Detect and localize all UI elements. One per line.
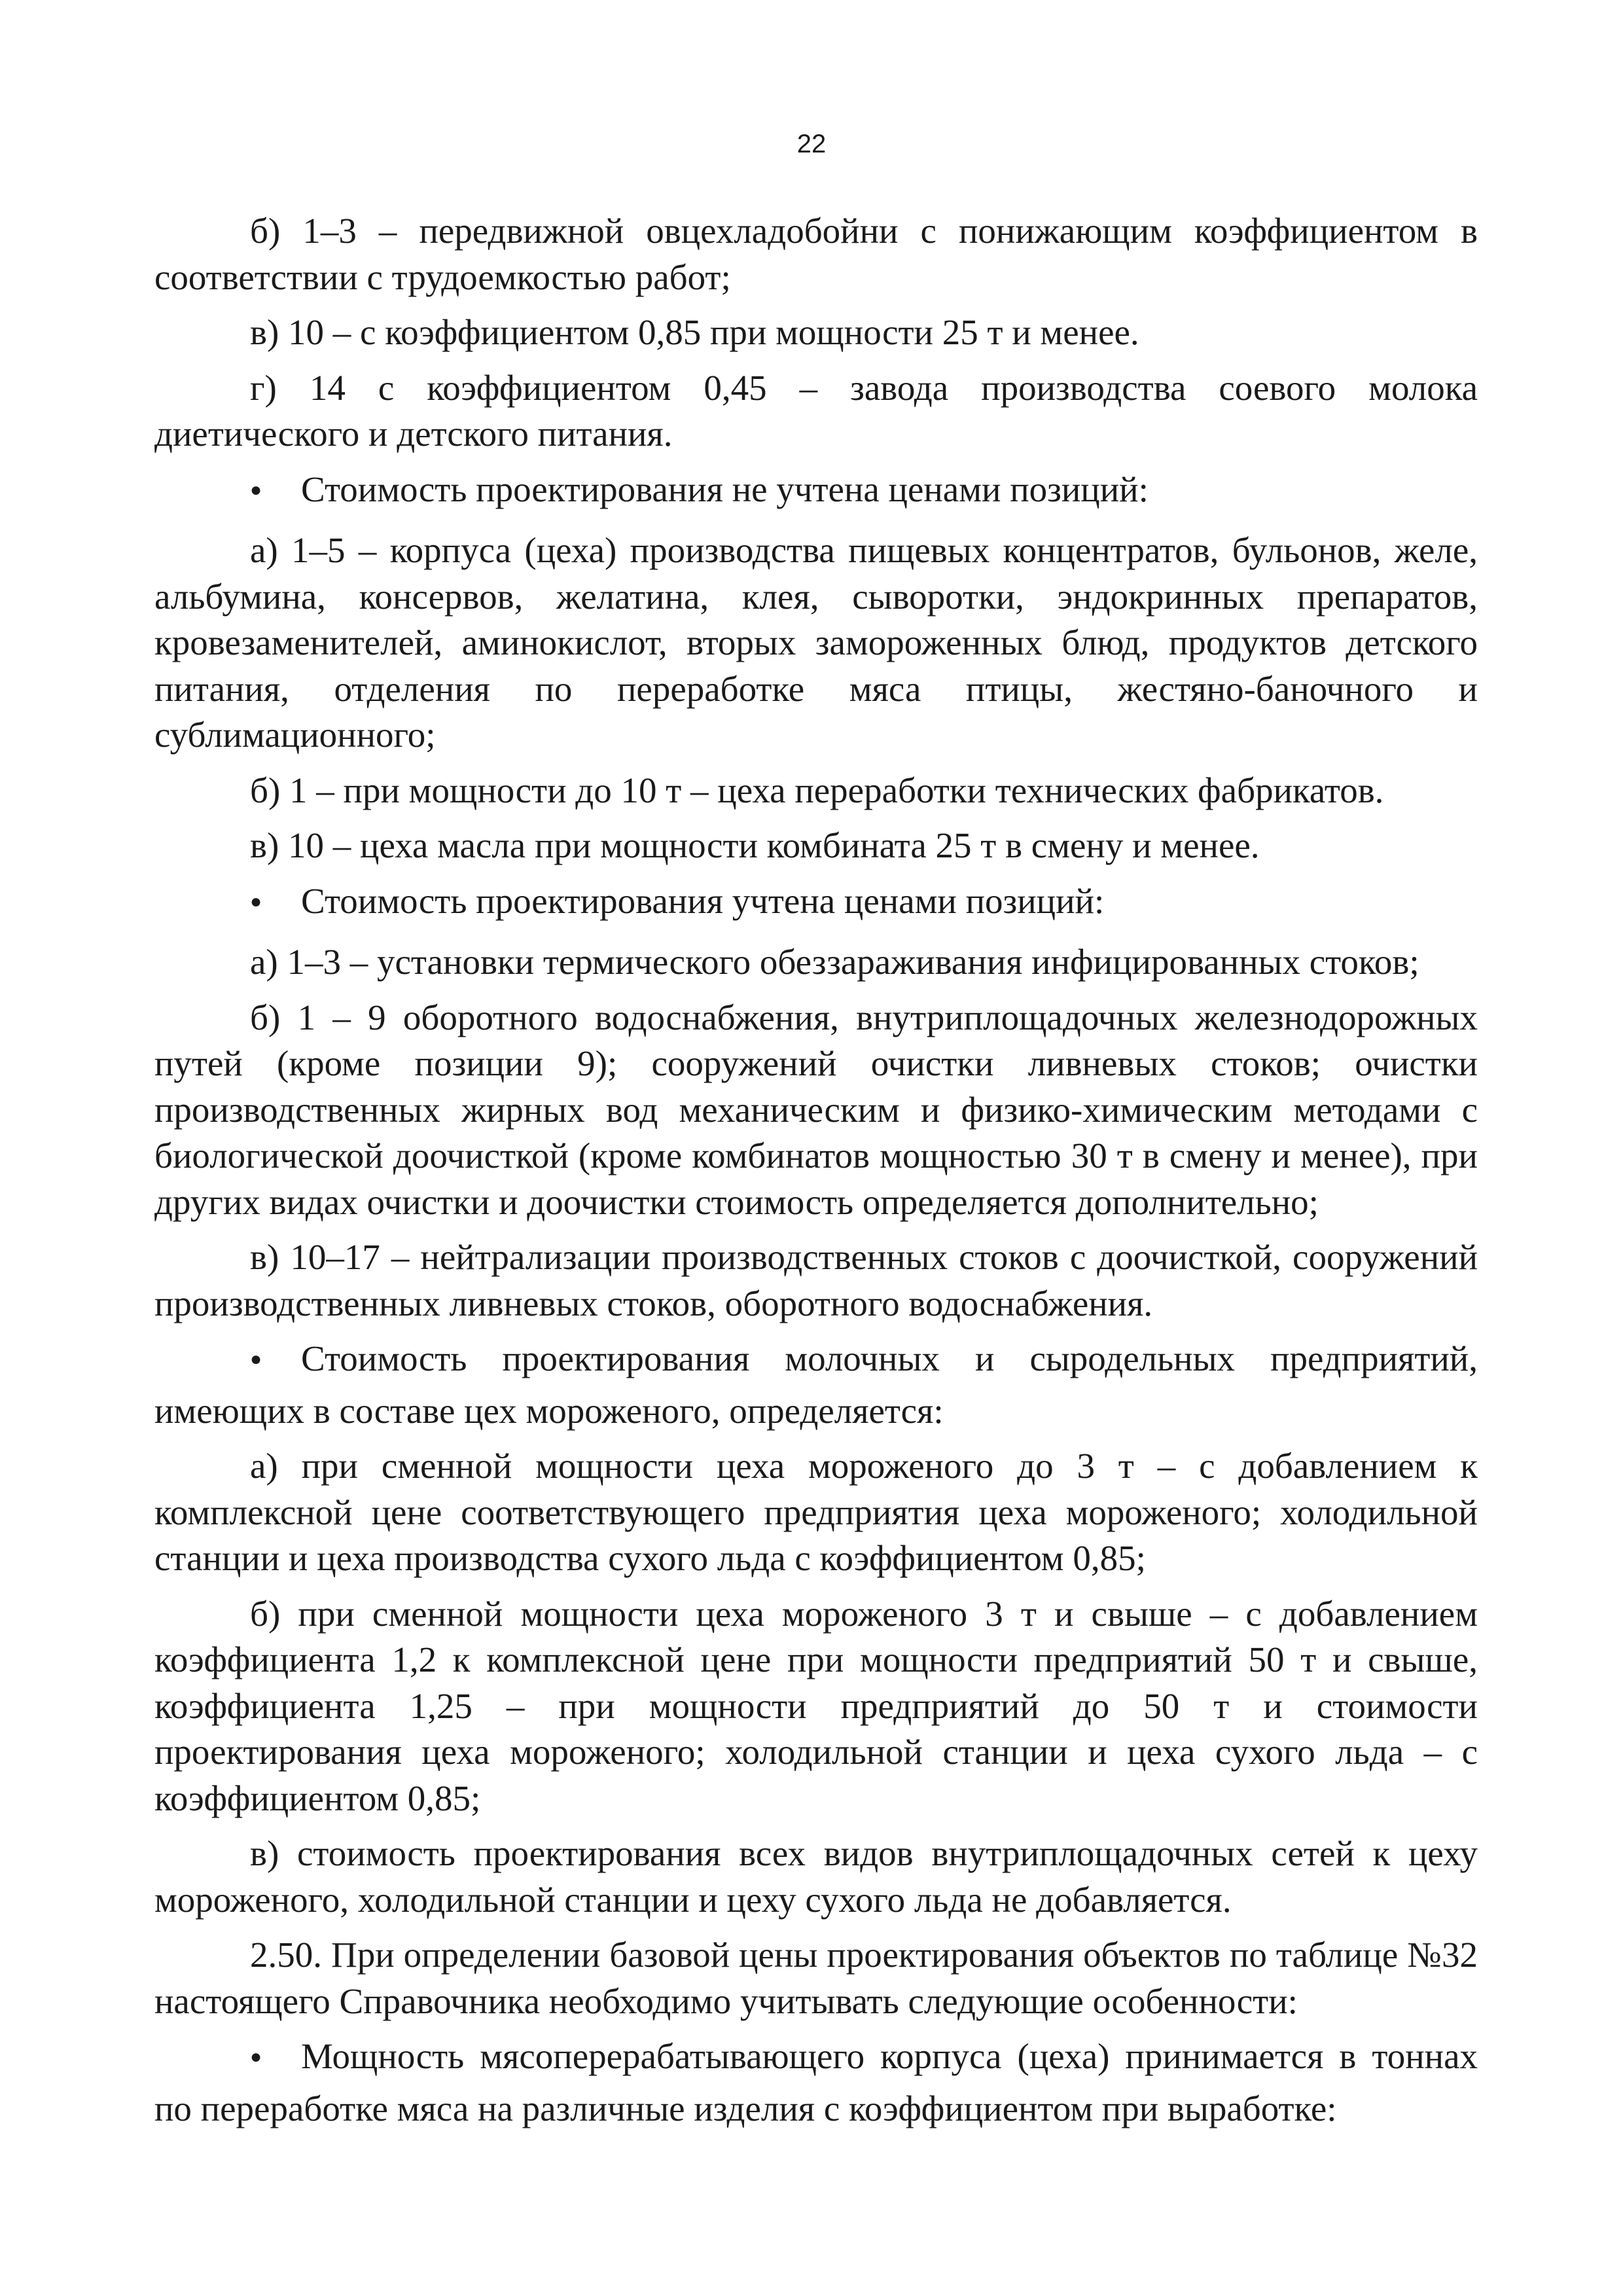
paragraph-text: в) 10 – цеха масла при мощности комбината 25 т в смену и менее. bbox=[250, 825, 1260, 865]
paragraph bbox=[154, 1443, 1478, 1582]
bullet-paragraph bbox=[154, 878, 1478, 931]
paragraph-text: Стоимость проектирования не учтена ценами позиций: bbox=[301, 469, 1149, 509]
paragraph-text: Мощность мясоперерабатывающего корпуса (цеха) принимается в тоннах по переработке мяса на различные изделия с коэффициентом при выработке: bbox=[154, 2036, 1478, 2128]
paragraph bbox=[154, 1831, 1478, 1923]
paragraph bbox=[154, 310, 1478, 356]
paragraph-text: б) при сменной мощности цеха мороженого 3 т и свыше – с добавлением коэффициента 1,2 к комплексной цене при мощности предприятий 50 т и свыше, коэффициента 1,25 – при мощности предприятий до 50 т и стоимости проектирования цеха мороженого; холодильной станции и цеха сухого льда – с коэффициентом 0,85; bbox=[154, 1593, 1478, 1818]
paragraph bbox=[154, 208, 1478, 300]
paragraph bbox=[154, 1932, 1478, 2024]
bullet-icon bbox=[250, 878, 301, 931]
paragraph bbox=[154, 365, 1478, 457]
bullet-icon bbox=[250, 467, 301, 519]
paragraph-text: а) 1–5 – корпуса (цеха) производства пищевых концентратов, бульонов, желе, альбумина, консервов, желатина, клея, сыворотки, эндокринных препаратов, кровезаменителей, аминокислот, вторых замороженных блюд, продуктов детского питания, отделения по переработке мяса птицы, жестяно-баночного и сублимационного; bbox=[154, 530, 1478, 755]
paragraph bbox=[154, 1591, 1478, 1822]
paragraph-text: Стоимость проектирования учтена ценами позиций: bbox=[301, 880, 1105, 921]
bullet-paragraph bbox=[154, 1336, 1478, 1434]
paragraph-text: Стоимость проектирования молочных и сыродельных предприятий, имеющих в составе цех мороженого, определяется: bbox=[154, 1338, 1478, 1431]
page-number: 22 bbox=[796, 130, 827, 158]
paragraph bbox=[154, 939, 1478, 986]
paragraph-text: б) 1 – при мощности до 10 т – цеха переработки технических фабрикатов. bbox=[250, 770, 1384, 810]
document-body bbox=[154, 208, 1478, 2132]
paragraph-text: б) 1 – 9 оборотного водоснабжения, внутриплощадочных железнодорожных путей (кроме позиции 9); сооружений очистки ливневых стоков; очистки производственных жирных вод механическим и физико-химическим методами с биологической доочисткой (кроме комбинатов мощностью 30 т в смену и менее), при других видах очистки и доочистки стоимость определяется дополнительно; bbox=[154, 997, 1478, 1222]
paragraph-text: а) 1–3 – установки термического обеззараживания инфицированных стоков; bbox=[250, 942, 1419, 982]
paragraph-text: в) стоимость проектирования всех видов внутриплощадочных сетей к цеху мороженого, холодильной станции и цеху сухого льда не добавляется. bbox=[154, 1833, 1478, 1920]
paragraph bbox=[154, 995, 1478, 1226]
paragraph bbox=[154, 528, 1478, 759]
paragraph-text: б) 1–3 – передвижной овцехладобойни с понижающим коэффициентом в соответствии с трудоемкостью работ; bbox=[154, 211, 1478, 297]
paragraph-text: г) 14 с коэффициентом 0,45 – завода производства соевого молока диетического и детского питания. bbox=[154, 367, 1478, 454]
paragraph bbox=[154, 1234, 1478, 1327]
bullet-icon bbox=[250, 2034, 301, 2086]
bullet-icon bbox=[250, 1336, 301, 1388]
paragraph-text: 2.50. При определении базовой цены проектирования объектов по таблице №32 настоящего Справочника необходимо учитывать следующие особенности: bbox=[154, 1935, 1478, 2021]
paragraph bbox=[154, 823, 1478, 869]
bullet-paragraph bbox=[154, 467, 1478, 519]
paragraph-text: в) 10 – с коэффициентом 0,85 при мощности 25 т и менее. bbox=[250, 312, 1139, 352]
bullet-paragraph bbox=[154, 2034, 1478, 2132]
paragraph-text: а) при сменной мощности цеха мороженого до 3 т – с добавлением к комплексной цене соответствующего предприятия цеха мороженого; холодильной станции и цеха производства сухого льда с коэффициентом 0,85; bbox=[154, 1446, 1478, 1578]
paragraph bbox=[154, 768, 1478, 814]
paragraph-text: в) 10–17 – нейтрализации производственных стоков с доочисткой, сооружений производственных ливневых стоков, оборотного водоснабжения. bbox=[154, 1237, 1478, 1323]
